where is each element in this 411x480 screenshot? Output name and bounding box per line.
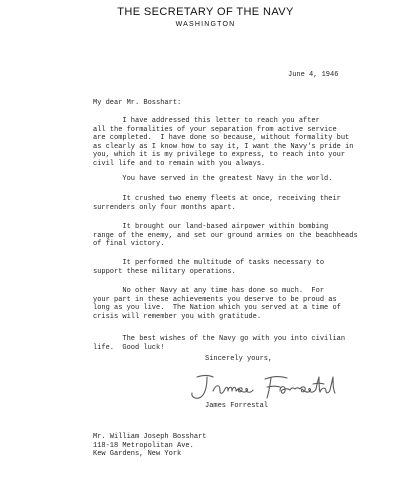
paragraph: I have addressed this letter to reach you after all the formalities of your separation from active service are completed. I have done so because, without formality but as clearly as I know how to say it, I want the Navy's pride in you, which it is my privilege to express, to reach into your civil life and to remain with you always. (93, 117, 354, 168)
addressee-name: Mr. William Joseph Bosshart (93, 433, 207, 441)
letterhead-location: WASHINGTON (175, 21, 236, 28)
signer-name: James Forrestal (205, 402, 269, 410)
paragraph: You have served in the greatest Navy in the world. (93, 175, 333, 183)
letterhead-title: THE SECRETARY OF THE NAVY (117, 6, 294, 18)
addressee-street: 118-18 Metropolitan Ave. (93, 441, 194, 450)
salutation: My dear Mr. Bosshart: (93, 99, 182, 107)
paragraph: The best wishes of the Navy go with you into civilian life. Good luck! (93, 335, 346, 352)
addressee-block (93, 433, 206, 459)
addressee-city: Kew Gardens, New York (93, 450, 182, 459)
paragraph: It performed the multitude of tasks necessary to support these military operations. (93, 259, 325, 276)
letter-date: June 4, 1946 (288, 71, 339, 79)
paragraph: No other Navy at any time has done so much. For your part in these achievements you deserve to be proud as long as you live. The Nation which you served at a time of crisis will remember you with gratitude. (93, 287, 341, 321)
closing: Sincerely yours, (205, 355, 273, 363)
paragraph: It crushed two enemy fleets at once, receiving their surrenders only four months apart. (93, 195, 341, 212)
paragraph: It brought our land-based airpower within bombing range of the enemy, and set our ground armies on the beachheads of final victory. (93, 223, 358, 249)
handwritten-signature (183, 371, 343, 403)
